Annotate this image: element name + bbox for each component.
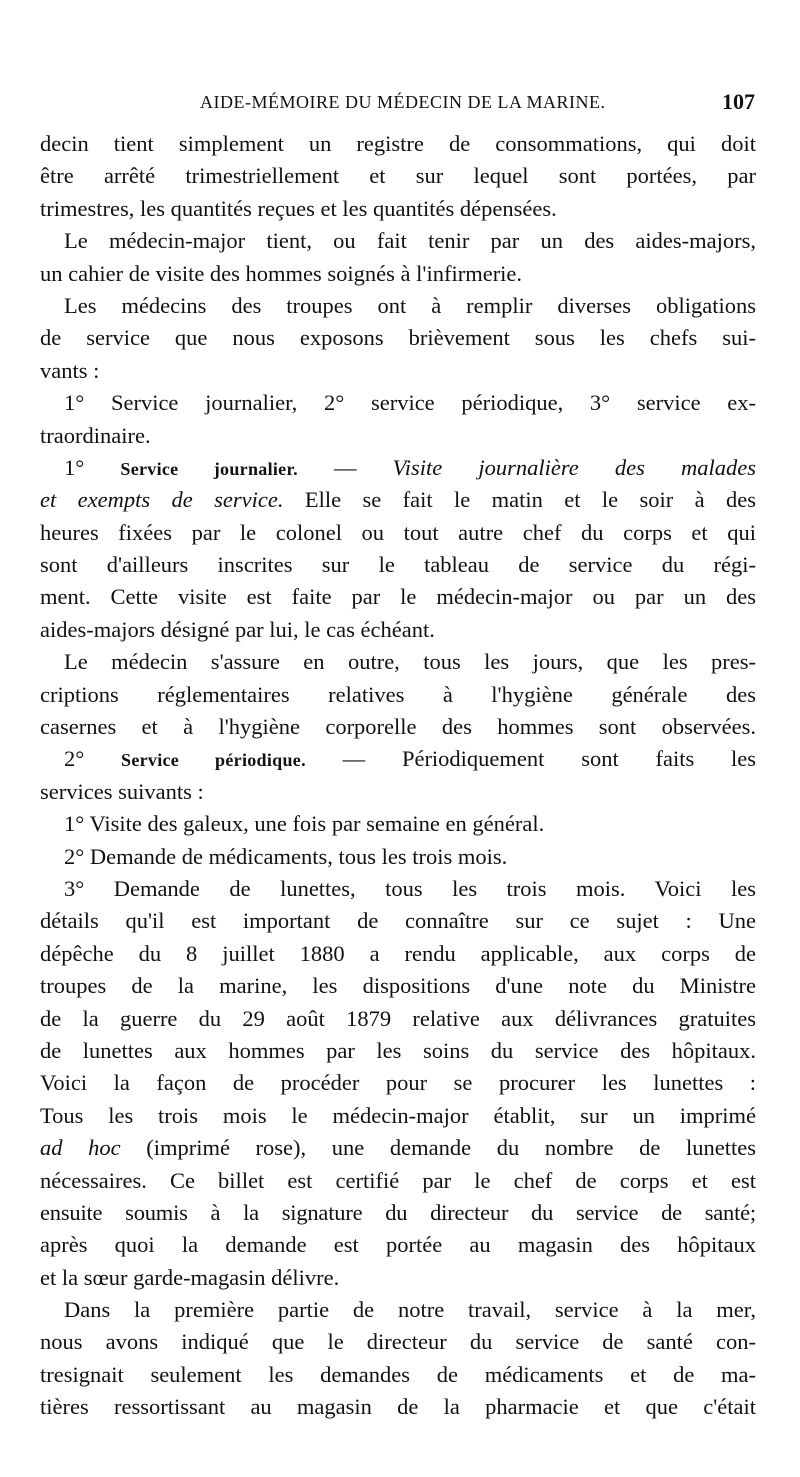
body-text xyxy=(40,128,756,1424)
text-line: dépêche du 8 juillet 1880 a rendu applicable, aux corps de xyxy=(40,940,756,966)
running-head xyxy=(40,88,755,118)
text-line xyxy=(40,1132,756,1164)
text-line: traordinaire. xyxy=(40,422,151,448)
text-line: Dans la première partie de notre travail, service à la mer, xyxy=(64,1297,756,1323)
text-line: 2° Demande de médicaments, tous les trois mois. xyxy=(64,843,508,869)
text-line: ment. Cette visite est faite par le médecin-major ou par un des xyxy=(40,584,756,610)
text-line: être arrêté trimestriellement et sur lequel sont portées, par xyxy=(40,163,756,189)
text-line: nécessaires. Ce billet est certifié par le chef de corps et est xyxy=(40,1167,756,1193)
text-line: après quoi la demande est portée au magasin des hôpitaux xyxy=(40,1232,756,1258)
text-line: de lunettes aux hommes par les soins du service des hôpitaux. xyxy=(40,1037,756,1063)
section-heading: Service journalier. xyxy=(120,458,298,479)
text-line: Tous les trois mois le médecin-major établit, sur un imprimé xyxy=(40,1102,756,1128)
text-line: de service que nous exposons brièvement sous les chefs sui- xyxy=(40,325,756,351)
italic-text: ad hoc xyxy=(40,1135,121,1161)
text-line: nous avons indiqué que le directeur du service de santé con- xyxy=(40,1329,756,1355)
text-line: tresignait seulement les demandes de médicaments et de ma- xyxy=(40,1361,756,1387)
text-line: criptions réglementaires relatives à l'hygiène générale des xyxy=(40,681,756,707)
text-line xyxy=(40,452,756,484)
text-run: 2° xyxy=(64,746,122,772)
text-line: de la guerre du 29 août 1879 relative aux délivrances gratuites xyxy=(40,1005,756,1031)
text-line xyxy=(40,484,756,516)
text-run: Elle se fait le matin et le soir à des xyxy=(283,487,756,513)
text-line: heures fixées par le colonel ou tout autre chef du corps et qui xyxy=(40,519,756,545)
section-heading: Service périodique. xyxy=(121,750,306,771)
text-run: (imprimé rose), une demande du nombre de lunettes xyxy=(120,1135,756,1161)
running-title: AIDE-MÉMOIRE DU MÉDECIN DE LA MARINE. xyxy=(200,92,606,112)
text-line: 1° Visite des galeux, une fois par semaine en général. xyxy=(64,811,545,837)
text-line: vants : xyxy=(40,357,100,383)
text-line: services suivants : xyxy=(40,778,204,804)
text-line: aides-majors désigné par lui, le cas échéant. xyxy=(40,616,435,642)
text-line xyxy=(40,743,756,775)
text-line: trimestres, les quantités reçues et les quantités dépensées. xyxy=(40,195,557,221)
page-number: 107 xyxy=(722,89,755,114)
text-line: ensuite soumis à la signature du directeur du service de santé; xyxy=(40,1199,756,1225)
text-line: Voici la façon de procéder pour se procurer les lunettes : xyxy=(40,1070,756,1096)
text-line: decin tient simplement un registre de consommations, qui doit xyxy=(40,131,756,156)
text-line: Les médecins des troupes ont à remplir diverses obligations xyxy=(64,292,756,318)
text-run: — xyxy=(297,454,393,480)
text-line: Le médecin-major tient, ou fait tenir par un des aides-majors, xyxy=(64,228,756,254)
text-line: un cahier de visite des hommes soignés à l'infirmerie. xyxy=(40,260,523,286)
text-run: — Périodiquement sont faits les xyxy=(305,746,756,772)
text-line: casernes et à l'hygiène corporelle des hommes sont observées. xyxy=(40,714,756,740)
text-line: sont d'ailleurs inscrites sur le tableau de service du régi- xyxy=(40,552,756,578)
text-line: troupes de la marine, les dispositions d'une note du Ministre xyxy=(40,973,756,999)
text-line: 3° Demande de lunettes, tous les trois mois. Voici les xyxy=(64,875,756,901)
text-line: 1° Service journalier, 2° service périodique, 3° service ex- xyxy=(64,390,756,416)
text-line: et la sœur garde-magasin délivre. xyxy=(40,1264,340,1290)
italic-text: et exempts de service. xyxy=(40,487,284,513)
text-line: tières ressortissant au magasin de la pharmacie et que c'était xyxy=(40,1394,756,1420)
text-run: 1° xyxy=(64,454,121,480)
italic-text: Visite journalière des malades xyxy=(392,454,756,480)
text-line: détails qu'il est important de connaître sur ce sujet : Une xyxy=(40,908,756,934)
text-line: Le médecin s'assure en outre, tous les jours, que les pres- xyxy=(64,649,756,675)
